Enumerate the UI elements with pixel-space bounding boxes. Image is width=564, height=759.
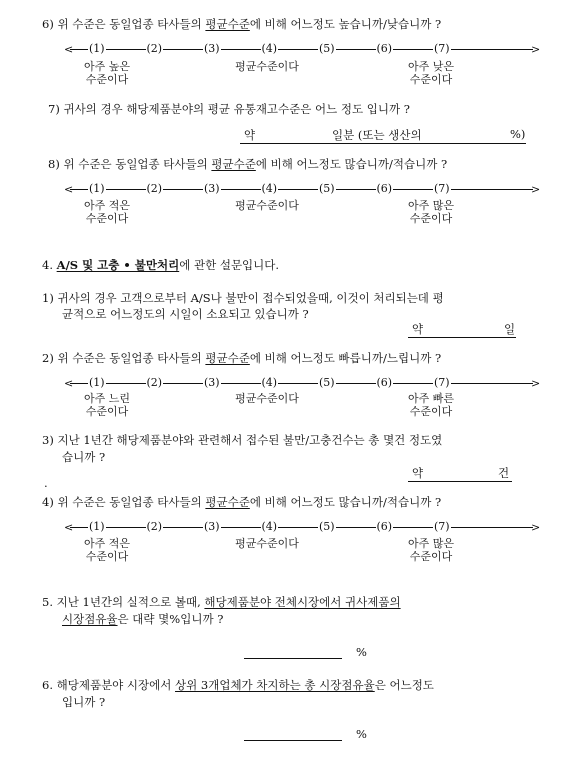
question-4-3-line1: 3) 지난 1년간 해당제품분야와 관련해서 접수된 불만/고충건수는 총 몇건 정도였 <box>42 433 443 447</box>
section-6-emphasis: 상위 3개업체가 차지하는 총 시장점유율 <box>175 678 375 692</box>
scale-line <box>70 383 533 384</box>
emphasis-average-level: 평균수준 <box>205 495 250 509</box>
scale-label-right: 아주 많은 수준이다 <box>407 537 454 563</box>
scale-point-6[interactable]: (6) <box>376 182 393 195</box>
scale-point-2[interactable]: (2) <box>146 42 163 55</box>
answer-6-unit: % <box>356 727 367 741</box>
scale-point-4[interactable]: (4) <box>261 42 278 55</box>
section-5-line2: 시장점유율은 대략 몇%입니까 ? <box>62 612 224 626</box>
scale-point-4[interactable]: (4) <box>261 182 278 195</box>
scale-point-5[interactable]: (5) <box>319 376 335 389</box>
answer-7-underline[interactable] <box>240 143 526 144</box>
answer-7-prefix: 약 <box>244 128 256 142</box>
emphasis-average-level: 평균수준 <box>211 157 256 171</box>
emphasis-average-level: 평균수준 <box>205 351 250 365</box>
scale-right-arrow: > <box>531 183 541 196</box>
scale-label-right: 아주 빠른 수준이다 <box>407 392 454 418</box>
scale-label-left: 아주 느린 수준이다 <box>83 392 130 418</box>
scale-left-arrow: < <box>64 43 74 56</box>
scale-label-mid: 평균수준이다 <box>235 392 299 405</box>
answer-5-unit: % <box>356 645 367 659</box>
scale-point-2[interactable]: (2) <box>146 520 163 533</box>
scale-label-left: 아주 적은 수준이다 <box>83 537 130 563</box>
rating-scale-q8[interactable] <box>64 182 539 196</box>
question-4-1-line2: 균적으로 어느정도의 시일이 소요되고 있습니까 ? <box>62 307 309 321</box>
scale-point-7[interactable]: (7) <box>434 520 450 533</box>
question-4-2: 2) 위 수준은 동일업종 타사들의 평균수준에 비해 어느정도 빠릅니까/느립니까 ? <box>42 351 442 365</box>
scale-point-5[interactable]: (5) <box>319 520 335 533</box>
scale-label-mid: 평균수준이다 <box>235 537 299 550</box>
scale-point-5[interactable]: (5) <box>319 42 335 55</box>
scale-point-3[interactable]: (3) <box>204 376 220 389</box>
scale-left-arrow: < <box>64 377 74 390</box>
rating-scale-q6[interactable] <box>64 42 539 56</box>
answer-4-3-underline[interactable] <box>408 481 512 482</box>
scale-point-1[interactable]: (1) <box>89 376 105 389</box>
scale-label-left: 아주 높은 수준이다 <box>83 60 130 86</box>
answer-5-underline[interactable] <box>244 658 342 659</box>
answer-6-underline[interactable] <box>244 740 342 741</box>
scale-label-mid: 평균수준이다 <box>235 199 299 212</box>
scale-point-7[interactable]: (7) <box>434 376 450 389</box>
scale-point-2[interactable]: (2) <box>146 182 163 195</box>
answer-7-suffix: %) <box>510 127 526 141</box>
scale-line <box>70 527 533 528</box>
scale-point-1[interactable]: (1) <box>89 182 105 195</box>
scale-label-right: 아주 많은 수준이다 <box>407 199 454 225</box>
rating-scale-4-4[interactable] <box>64 520 539 534</box>
scale-point-7[interactable]: (7) <box>434 182 450 195</box>
scale-label-right: 아주 낮은 수준이다 <box>407 60 454 86</box>
scale-point-6[interactable]: (6) <box>376 42 393 55</box>
scale-right-arrow: > <box>531 377 541 390</box>
answer-4-1-prefix: 약 <box>412 322 424 336</box>
scale-label-mid: 평균수준이다 <box>235 60 299 73</box>
question-4-3-line2: 습니까 ? <box>62 450 106 464</box>
scale-left-arrow: < <box>64 183 74 196</box>
answer-4-3-prefix: 약 <box>412 466 424 480</box>
scale-point-7[interactable]: (7) <box>434 42 450 55</box>
scale-point-1[interactable]: (1) <box>89 520 105 533</box>
scale-point-4[interactable]: (4) <box>261 520 278 533</box>
answer-4-1-underline[interactable] <box>408 337 516 338</box>
question-6: 6) 위 수준은 동일업종 타사들의 평균수준에 비해 어느정도 높습니까/낮습니까 ? <box>42 17 442 31</box>
section-5-emphasis-share: 시장점유율 <box>62 612 118 626</box>
question-8: 8) 위 수준은 동일업종 타사들의 평균수준에 비해 어느정도 많습니까/적습니까 ? <box>48 157 448 171</box>
scale-label-left: 아주 적은 수준이다 <box>83 199 130 225</box>
scale-point-1[interactable]: (1) <box>89 42 105 55</box>
section-6-line2: 입니까 ? <box>62 695 106 709</box>
section-6-line1: 6. 해당제품분야 시장에서 상위 3개업체가 차지하는 총 시장점유율은 어느정도 <box>42 678 434 692</box>
stray-mark: . <box>44 476 48 490</box>
scale-point-3[interactable]: (3) <box>204 182 220 195</box>
scale-point-4[interactable]: (4) <box>261 376 278 389</box>
answer-7-mid: 일분 (또는 생산의 <box>332 128 422 142</box>
scale-point-6[interactable]: (6) <box>376 376 393 389</box>
scale-left-arrow: < <box>64 521 74 534</box>
scale-line <box>70 189 533 190</box>
scale-line <box>70 49 533 50</box>
question-7: 7) 귀사의 경우 해당제품분야의 평균 유통재고수준은 어느 정도 입니까 ? <box>48 102 410 116</box>
scale-right-arrow: > <box>531 521 541 534</box>
section-4-topic: A/S 및 고충 • 불만처리 <box>56 258 180 272</box>
scale-point-2[interactable]: (2) <box>146 376 163 389</box>
answer-4-1-suffix: 일 <box>504 322 516 336</box>
rating-scale-4-2[interactable] <box>64 376 539 390</box>
section-5-line1: 5. 지난 1년간의 실적으로 볼때, 해당제품분야 전체시장에서 귀사제품의 <box>42 595 401 609</box>
scale-point-6[interactable]: (6) <box>376 520 393 533</box>
scale-right-arrow: > <box>531 43 541 56</box>
scale-point-3[interactable]: (3) <box>204 42 220 55</box>
question-4-4: 4) 위 수준은 동일업종 타사들의 평균수준에 비해 어느정도 많습니까/적습니까 ? <box>42 495 442 509</box>
section-4-heading: 4. A/S 및 고충 • 불만처리에 관한 설문입니다. <box>42 258 280 272</box>
answer-4-3-suffix: 건 <box>498 466 510 480</box>
question-4-1-line1: 1) 귀사의 경우 고객으로부터 A/S나 불만이 접수되었을때, 이것이 처리되는데 평 <box>42 291 444 305</box>
scale-point-5[interactable]: (5) <box>319 182 335 195</box>
section-5-emphasis: 해당제품분야 전체시장에서 귀사제품의 <box>204 595 401 609</box>
scale-point-3[interactable]: (3) <box>204 520 220 533</box>
emphasis-average-level: 평균수준 <box>205 17 250 31</box>
